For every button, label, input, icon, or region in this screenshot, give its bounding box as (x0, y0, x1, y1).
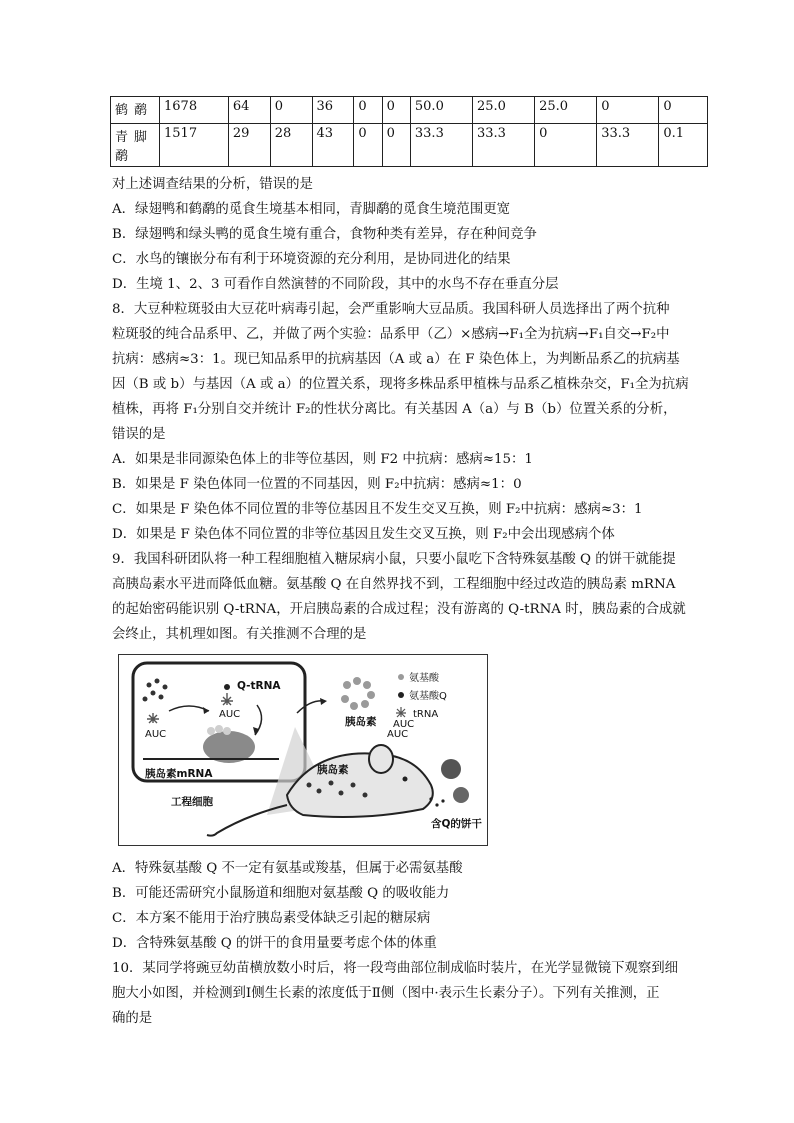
mouse-ear (369, 745, 393, 773)
cookie-icon (441, 759, 461, 779)
q9-stem-line: 的起始密码能识别 Q-tRNA，开启胰岛素的合成过程；没有游离的 Q-tRNA 时，胰岛素的合成就 (112, 602, 686, 617)
q8-stem-line: 粒斑驳的纯合品系甲、乙，并做了两个实验：品系甲（乙）×感病→F₁全为抗病→F₁自交→F₂中 (112, 327, 670, 342)
q9-option-b: B．可能还需研究小鼠肠道和细胞对氨基酸 Q 的吸收能力 (112, 886, 450, 901)
question-9-options (112, 856, 712, 956)
legend-anticodon: AUC (393, 719, 415, 730)
table-cell: 0 (597, 97, 659, 124)
legend-amino-acid-q-swatch (398, 692, 404, 698)
table-cell: 25.0 (535, 97, 597, 124)
table-cell: 0 (382, 97, 410, 124)
table-cell: 0 (659, 97, 708, 124)
q8-option-b: B．如果是 F 染色体同一位置的不同基因，则 F₂中抗病：感病≈1：0 (112, 477, 522, 492)
q9-stem-line: 9．我国科研团队将一种工程细胞植入糖尿病小鼠，只要小鼠吃下含特殊氨基酸 Q 的饼干就能提 (112, 552, 676, 567)
insulin-label: 胰岛素 (345, 716, 377, 728)
table-cell: 64 (228, 97, 270, 124)
q8-stem-line: 植株，再将 F₁分别自交并统计 F₂的性状分离比。有关基因 A（a）与 B（b）位置关系的分析， (112, 402, 677, 417)
question-7-stem: 对上述调查结果的分析，错误的是 (112, 177, 313, 192)
trna-shape-q (221, 693, 233, 705)
table-cell: 25.0 (473, 97, 535, 124)
species-name-cell: 青脚鹬 (111, 124, 160, 167)
table-cell: 0.1 (659, 124, 708, 167)
table-cell: 50.0 (410, 97, 472, 124)
cookie-icon (453, 787, 469, 803)
amino-acid-dots (143, 679, 168, 702)
insulin-molecule (341, 677, 375, 710)
table-cell: 29 (228, 124, 270, 167)
q7-option-b: B．绿翅鸭和绿头鸭的觅食生境有重合，食物种类有差异，存在种间竞争 (112, 227, 537, 242)
question-7-block (112, 172, 712, 297)
q8-stem-line: 抗病：感病≈3：1。现已知品系甲的抗病基因（A 或 a）在 F 染色体上，为判断品系乙的抗病基 (112, 352, 680, 367)
q7-option-c: C．水鸟的镶嵌分布有利于环境资源的充分利用，是协同进化的结果 (112, 252, 511, 267)
table-cell: 36 (312, 97, 354, 124)
q8-option-a: A．如果是非同源染色体上的非等位基因，则 F2 中抗病：感病≈15：1 (112, 452, 533, 467)
table-cell: 33.3 (473, 124, 535, 167)
table-cell: 1678 (160, 97, 229, 124)
q-trna-label: Q-tRNA (237, 680, 281, 692)
q8-option-d: D．如果是 F 染色体不同位置的非等位基因且发生交叉互换，则 F₂中会出现感病个体 (112, 527, 615, 542)
table-cell: 1517 (160, 124, 229, 167)
arrow-head (203, 707, 209, 714)
legend-trna-swatch (396, 707, 406, 717)
q7-option-a: A．绿翅鸭和鹤鹬的觅食生境基本相同，青脚鹬的觅食生境范围更宽 (112, 202, 510, 217)
legend-anticodon-extra: AUC (387, 729, 409, 740)
q8-stem-line: 因（B 或 b）与基因（A 或 a）的位置关系，现将多株品系甲植株与品系乙植株杂交，F₁全为抗病 (112, 377, 689, 392)
legend-amino-acid-swatch (398, 674, 404, 680)
table-cell: 0 (382, 124, 410, 167)
species-name-cell: 鹤鹬 (111, 97, 160, 124)
mrna-label: 胰岛素mRNA (145, 768, 213, 780)
q9-option-d: D．含特殊氨基酸 Q 的饼干的食用量要考虑个体的体重 (112, 936, 437, 951)
q9-option-c: C．本方案不能用于治疗胰岛素受体缺乏引起的糖尿病 (112, 911, 431, 926)
legend-amino-acid-q: 氨基酸Q (409, 691, 447, 702)
insulin-in-mouse-label: 胰岛素 (317, 764, 349, 776)
q10-stem-line: 10．某同学将豌豆幼苗横放数小时后，将一段弯曲部位制成临时装片，在光学显微镜下观察到细 (112, 961, 679, 976)
insulin-mechanism-figure (118, 654, 488, 846)
engineered-cell-label: 工程细胞 (171, 796, 213, 808)
table-cell: 43 (312, 124, 354, 167)
table-row (111, 97, 708, 124)
q7-option-d: D．生境 1、2、3 可看作自然演替的不同阶段，其中的水鸟不存在垂直分层 (112, 277, 559, 292)
table-cell: 33.3 (597, 124, 659, 167)
q9-option-a: A．特殊氨基酸 Q 不一定有氨基或羧基，但属于必需氨基酸 (112, 861, 463, 876)
q9-stem-line: 会终止，其机理如图。有关推测不合理的是 (112, 627, 367, 642)
table-cell: 0 (354, 97, 382, 124)
cookie-crumbs (429, 797, 444, 806)
survey-table-body (111, 97, 708, 167)
cookie-label: 含Q的饼干 (431, 818, 482, 830)
table-cell: 28 (270, 124, 312, 167)
q9-stem-line: 高胰岛素水平进而降低血糖。氨基酸 Q 在自然界找不到，工程细胞中经过改造的胰岛素 mRNA (112, 577, 676, 592)
table-cell: 33.3 (410, 124, 472, 167)
trna-shape-left (147, 713, 159, 723)
table-cell: 0 (354, 124, 382, 167)
legend-trna: tRNA (413, 709, 439, 720)
question-9-stem (112, 547, 712, 647)
arrow-to-qtrna (169, 706, 209, 711)
q8-stem-line: 错误的是 (112, 427, 166, 442)
mouse-eye (403, 777, 408, 782)
q8-stem-line: 8．大豆种粒斑驳由大豆花叶病毒引起，会严重影响大豆品质。我国科研人员选择出了两个抗种 (112, 302, 670, 317)
legend-amino-acid: 氨基酸 (409, 673, 439, 684)
arrow-head-3 (320, 698, 327, 705)
anticodon-label: AUC (145, 729, 167, 740)
q10-stem-line: 确的是 (112, 1011, 153, 1026)
survey-table (110, 96, 708, 167)
figure-svg (119, 655, 487, 845)
q10-stem-line: 胞大小如图，并检测到Ⅰ侧生长素的浓度低于Ⅱ侧（图中·表示生长素分子）。下列有关推测，正 (112, 986, 660, 1001)
amino-acid-q-dot (224, 684, 230, 690)
question-10-stem (112, 956, 712, 1031)
table-cell: 0 (535, 124, 597, 167)
table-cell: 0 (270, 97, 312, 124)
question-8-block (112, 297, 712, 547)
anticodon-label-q: AUC (219, 709, 241, 720)
table-row (111, 124, 708, 167)
q8-option-c: C．如果是 F 染色体不同位置的非等位基因且不发生交叉互换，则 F₂中抗病：感病≈3：1 (112, 502, 643, 517)
